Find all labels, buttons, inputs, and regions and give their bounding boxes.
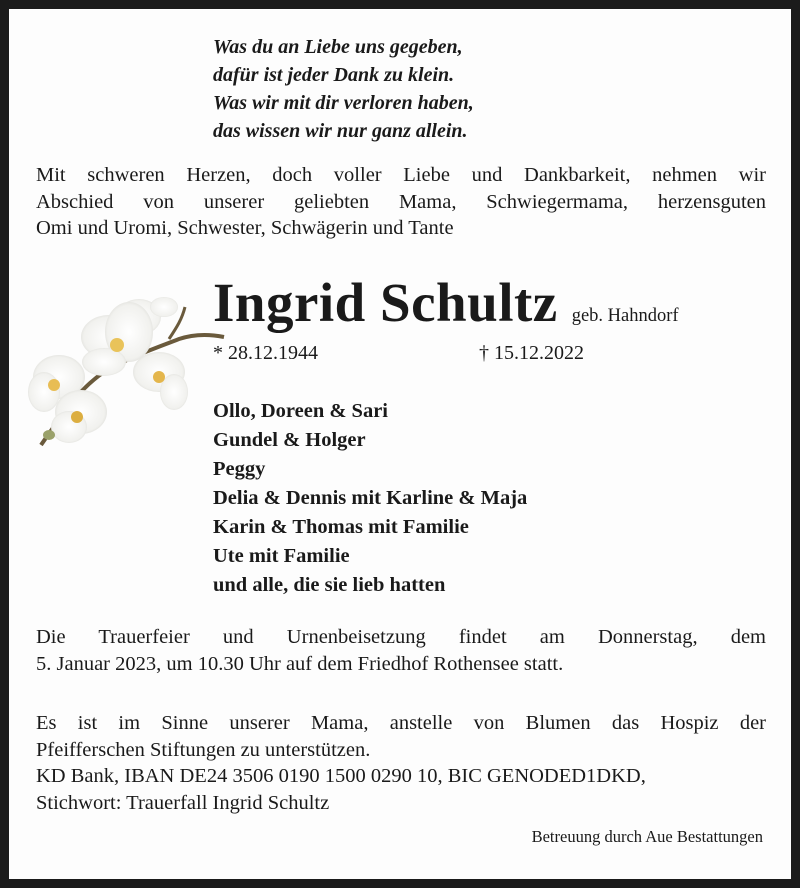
intro-line: Mit schweren Herzen, doch voller Liebe und Dankbarkeit, nehmen wir <box>36 164 766 186</box>
poem-line: das wissen wir nur ganz allein. <box>213 120 468 142</box>
maiden-name: geb. Hahndorf <box>571 306 679 326</box>
mourner-entry: Ollo, Doreen & Sari <box>213 400 388 422</box>
poem-line: Was du an Liebe uns gegeben, <box>213 36 463 58</box>
mourner-entry: und alle, die sie lieb hatten <box>213 574 446 596</box>
intro-text <box>36 162 766 242</box>
funeral-home-credit: Betreuung durch Aue Bestattungen <box>531 827 763 846</box>
donation-keyword: Stichwort: Trauerfall Ingrid Schultz <box>36 791 330 814</box>
funeral-line: Die Trauerfeier und Urnenbeisetzung findet am Donnerstag, dem <box>36 626 766 648</box>
funeral-info <box>36 624 766 677</box>
mourner-entry: Ute mit Familie <box>213 545 350 567</box>
death-date: † 15.12.2022 <box>479 342 584 364</box>
poem <box>213 33 474 145</box>
deceased-name-row <box>213 271 679 334</box>
mourner-entry: Karin & Thomas mit Familie <box>213 516 469 538</box>
mourners-list <box>213 397 527 600</box>
funeral-line: 5. Januar 2023, um 10.30 Uhr auf dem Friedhof Rothensee statt. <box>36 652 564 675</box>
intro-line: Abschied von unserer geliebten Mama, Schwiegermama, herzensguten <box>36 190 766 213</box>
donation-line: Es ist im Sinne unserer Mama, anstelle von Blumen das Hospiz der <box>36 712 766 734</box>
orchid-illustration <box>19 277 234 467</box>
intro-line: Omi und Uromi, Schwester, Schwägerin und Tante <box>36 217 454 239</box>
poem-line: dafür ist jeder Dank zu klein. <box>213 64 455 86</box>
mourner-entry: Delia & Dennis mit Karline & Maja <box>213 487 528 509</box>
birth-date: * 28.12.1944 <box>213 342 318 364</box>
mourner-entry: Peggy <box>213 458 266 480</box>
bank-details: KD Bank, IBAN DE24 3506 0190 1500 0290 10, BIC GENODED1DKD, <box>36 765 646 787</box>
donation-line: Pfeifferschen Stiftungen zu unterstützen. <box>36 738 371 761</box>
deceased-name: Ingrid Schultz <box>213 272 558 333</box>
donation-info <box>36 710 766 816</box>
poem-line: Was wir mit dir verloren haben, <box>213 92 474 114</box>
obituary-notice <box>9 9 791 879</box>
mourner-entry: Gundel & Holger <box>213 429 366 451</box>
